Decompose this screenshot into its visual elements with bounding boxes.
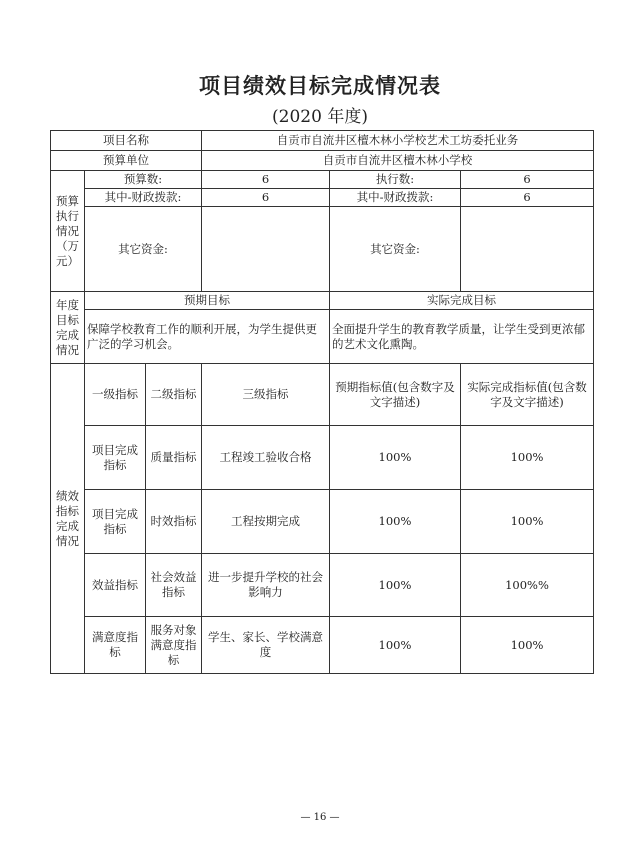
expected-value-cell: 100% [330, 617, 461, 674]
level1-cell: 满意度指标 [85, 617, 146, 674]
level2-cell: 质量指标 [146, 426, 202, 490]
performance-table [50, 130, 594, 674]
indicators-section-label: 绩效指标完成情况 [51, 364, 85, 674]
other-funds-exec-label: 其它资金: [330, 207, 461, 292]
other-funds-row [51, 207, 594, 292]
expected-value-header: 预期指标值(包含数字及文字描述) [330, 364, 461, 426]
actual-goal-header: 实际完成目标 [330, 292, 594, 310]
level1-cell: 项目完成指标 [85, 490, 146, 554]
expected-value-cell: 100% [330, 426, 461, 490]
exec-amount-label: 执行数: [330, 171, 461, 189]
actual-value-header: 实际完成指标值(包含数字及文字描述) [461, 364, 594, 426]
level3-cell: 学生、家长、学校满意度 [202, 617, 330, 674]
level1-cell: 项目完成指标 [85, 426, 146, 490]
actual-goal-text: 全面提升学生的教育教学质量，让学生受到更浓郁的艺术文化熏陶。 [330, 310, 594, 364]
exec-amount-value: 6 [461, 171, 594, 189]
budget-unit-label: 预算单位 [51, 151, 202, 171]
page-number: — 16 — [300, 812, 340, 823]
level2-header: 二级指标 [146, 364, 202, 426]
actual-value-cell: 100%% [461, 554, 594, 617]
other-funds-label: 其它资金: [85, 207, 202, 292]
project-name-value: 自贡市自流井区檀木林小学校艺术工坊委托业务 [202, 131, 594, 151]
level1-cell: 效益指标 [85, 554, 146, 617]
expected-value-cell: 100% [330, 554, 461, 617]
budget-amount-label: 预算数: [85, 171, 202, 189]
actual-value-cell: 100% [461, 426, 594, 490]
actual-value-cell: 100% [461, 490, 594, 554]
table-row [51, 554, 594, 617]
other-funds-value [202, 207, 330, 292]
table-row [51, 426, 594, 490]
level3-cell: 工程竣工验收合格 [202, 426, 330, 490]
goals-section-label: 年度目标完成情况 [51, 292, 85, 364]
unit-row [51, 151, 594, 171]
actual-value-cell: 100% [461, 617, 594, 674]
level2-cell: 服务对象满意度指标 [146, 617, 202, 674]
project-name-label: 项目名称 [51, 131, 202, 151]
fiscal-exec-label: 其中-财政拨款: [330, 189, 461, 207]
level2-cell: 社会效益指标 [146, 554, 202, 617]
fiscal-row [51, 189, 594, 207]
page-subtitle: (2020 年度) [272, 107, 368, 127]
budget-row [51, 171, 594, 189]
project-row [51, 131, 594, 151]
table-row [51, 617, 594, 674]
fiscal-budget-label: 其中-财政拨款: [85, 189, 202, 207]
expected-goal-header: 预期目标 [85, 292, 330, 310]
goals-header-row [51, 292, 594, 310]
goals-content-row [51, 310, 594, 364]
expected-value-cell: 100% [330, 490, 461, 554]
budget-section-label: 预算执行情况（万元） [51, 171, 85, 292]
indicator-header-row [51, 364, 594, 426]
fiscal-budget-value: 6 [202, 189, 330, 207]
fiscal-exec-value: 6 [461, 189, 594, 207]
budget-amount-value: 6 [202, 171, 330, 189]
level3-header: 三级指标 [202, 364, 330, 426]
budget-unit-value: 自贡市自流井区檀木林小学校 [202, 151, 594, 171]
other-funds-exec-value [461, 207, 594, 292]
level2-cell: 时效指标 [146, 490, 202, 554]
table-row [51, 490, 594, 554]
page-title: 项目绩效目标完成情况表 [199, 74, 441, 98]
level3-cell: 进一步提升学校的社会影响力 [202, 554, 330, 617]
level1-header: 一级指标 [85, 364, 146, 426]
level3-cell: 工程按期完成 [202, 490, 330, 554]
expected-goal-text: 保障学校教育工作的顺利开展，为学生提供更广泛的学习机会。 [85, 310, 330, 364]
